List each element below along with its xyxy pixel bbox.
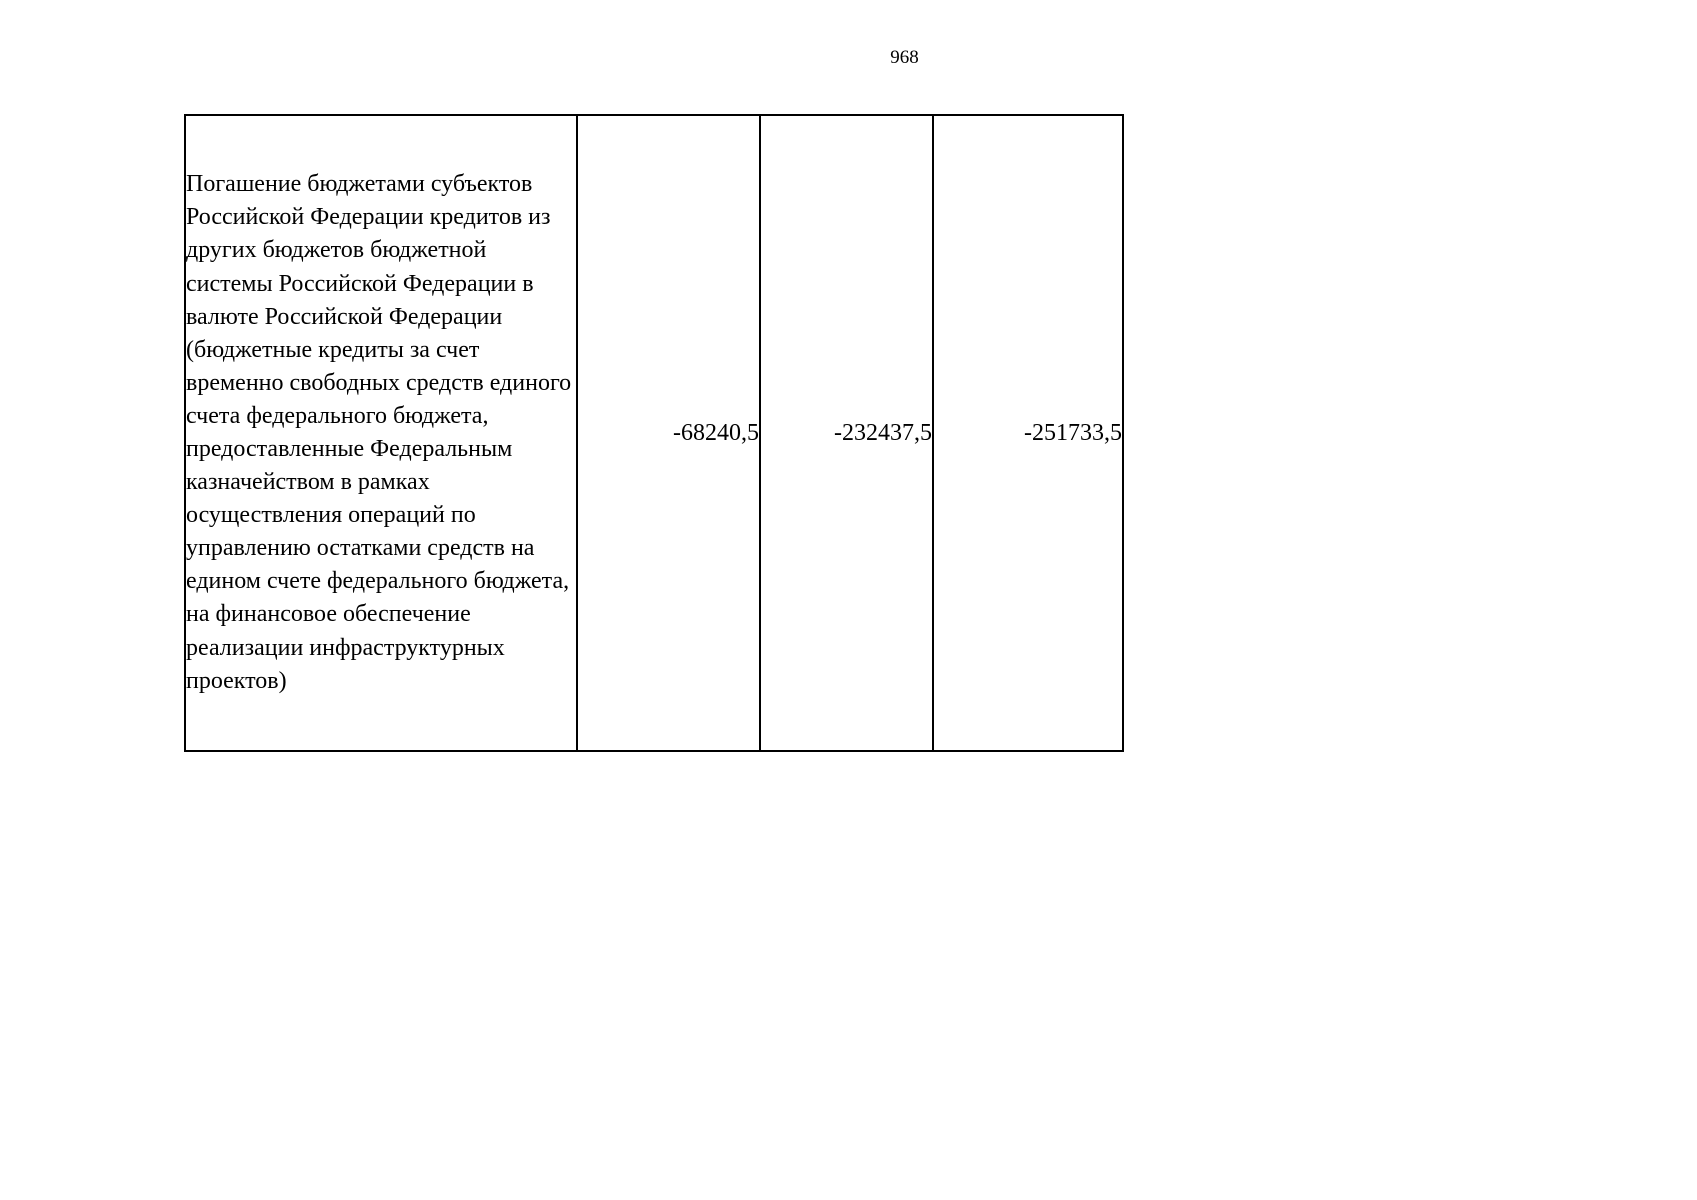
value-cell-year-3: -251733,5 — [933, 115, 1123, 751]
value-cell-year-2: -232437,5 — [760, 115, 933, 751]
page-number: 968 — [890, 47, 919, 68]
table-row — [185, 115, 1123, 751]
description-cell — [185, 115, 577, 751]
value-cell-year-1: -68240,5 — [577, 115, 760, 751]
budget-table — [184, 114, 1124, 752]
row-description: Погашение бюджетами субъектов Российской Федерации кредитов из других бюджетов бюджетной системы Российской Федерации в валюте Российской Федерации (бюджетные кредиты за счет временно свободных средств единого счета федерального бюджета, предоставленные Федеральным казначейством в рамках осуществления операций по управлению остатками средств на едином счете федерального бюджета, на финансовое обеспечение реализации инфраструктурных проектов) — [186, 171, 578, 694]
